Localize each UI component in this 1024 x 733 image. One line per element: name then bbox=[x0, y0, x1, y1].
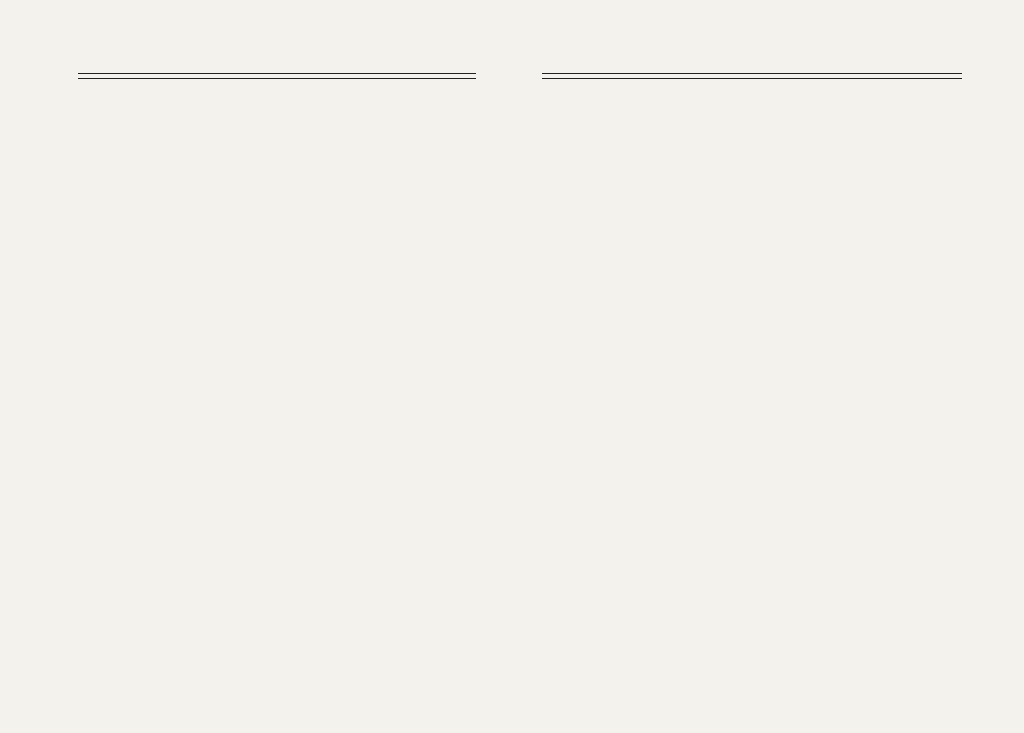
col-number-rule bbox=[542, 78, 962, 79]
top-rule bbox=[78, 73, 476, 74]
col-number-rule bbox=[78, 78, 476, 79]
right-page bbox=[512, 0, 1024, 733]
top-rule bbox=[542, 73, 962, 74]
header-excess bbox=[839, 83, 961, 91]
